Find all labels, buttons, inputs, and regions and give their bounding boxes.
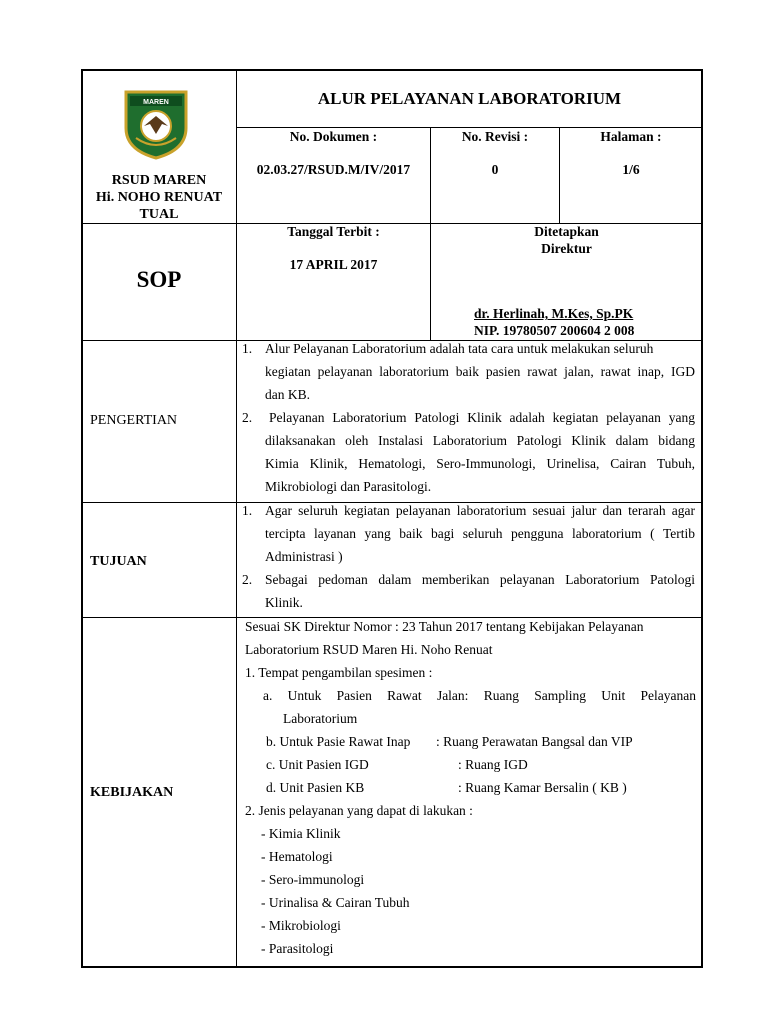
kebijakan-intro-line1: Sesuai SK Direktur Nomor : 23 Tahun 2017 tentang Kebijakan Pelayanan [245, 619, 644, 634]
pengertian-num-2: 2. [242, 410, 253, 425]
kebijakan-heading-2: 2. Jenis pelayanan yang dapat di lakukan : [245, 803, 473, 818]
row-divider-tujuan [82, 617, 702, 618]
kebijakan-intro-line2: Laboratorium RSUD Maren Hi. Noho Renuat [245, 642, 493, 657]
tanggal-terbit-value: 17 APRIL 2017 [289, 257, 378, 272]
no-dokumen-value: 02.03.27/RSUD.M/IV/2017 [256, 162, 411, 177]
kebijakan-item-b-right: : Ruang Perawatan Bangsal dan VIP [436, 734, 633, 749]
kebijakan-item-d-right: : Ruang Kamar Bersalin ( KB ) [458, 780, 627, 795]
halaman-label: Halaman : [600, 129, 662, 144]
logo-text: MAREN [143, 99, 169, 106]
kebijakan-item-a-line1: a. Untuk Pasien Rawat Jalan: Ruang Sampling Unit Pelayanan [263, 688, 696, 703]
tujuan-p1-line3: Administrasi ) [265, 549, 343, 564]
halaman-value: 1/6 [622, 162, 640, 177]
pengertian-p1-line2: kegiatan pelayanan laboratorium baik pasien rawat jalan, rawat inap, IGD [265, 364, 695, 379]
tujuan-p1-line1: Agar seluruh kegiatan pelayanan laboratorium sesuai jalur dan terarah agar [265, 503, 695, 518]
signer-nip: NIP. 19780507 200604 2 008 [474, 323, 635, 338]
tujuan-p1-line2: tercipta layanan yang baik bagi seluruh pengguna laboratorium ( Tertib [265, 526, 695, 541]
no-dokumen-label: No. Dokumen : [289, 129, 378, 144]
kebijakan-list-item: - Mikrobiologi [261, 918, 341, 933]
document-title: ALUR PELAYANAN LABORATORIUM [317, 89, 622, 108]
pengertian-p2-line1: Pelayanan Laboratorium Patologi Klinik adalah kegiatan pelayanan yang [269, 410, 695, 425]
pengertian-p2-line2: dilaksanakan oleh Instalasi Laboratorium Patologi Klinik dalam bidang [265, 433, 695, 448]
kebijakan-label: KEBIJAKAN [90, 785, 174, 800]
kebijakan-list-item: - Sero-immunologi [261, 872, 365, 887]
kebijakan-item-a-line2: Laboratorium [283, 711, 358, 726]
row-divider-title [236, 127, 702, 128]
kebijakan-heading-1: 1. Tempat pengambilan spesimen : [245, 665, 433, 680]
tujuan-label: TUJUAN [90, 554, 147, 569]
tujuan-num-1: 1. [242, 503, 253, 518]
kebijakan-item-c-right: : Ruang IGD [458, 757, 528, 772]
pengertian-p1-line1: Alur Pelayanan Laboratorium adalah tata cara untuk melakukan seluruh [265, 341, 654, 356]
no-revisi-label: No. Revisi : [461, 129, 529, 144]
pengertian-p2-line3: Kimia Klinik, Hematologi, Sero-Immunologi, Urinelisa, Cairan Tubuh, [265, 456, 695, 471]
direktur-label: Direktur [541, 241, 592, 256]
kebijakan-list-item: - Urinalisa & Cairan Tubuh [261, 895, 410, 910]
pengertian-p1-line3: dan KB. [265, 387, 310, 402]
pengertian-label: PENGERTIAN [90, 413, 178, 428]
ditetapkan-label: Ditetapkan [534, 224, 599, 239]
col-divider-left [236, 70, 237, 967]
kebijakan-list-item: - Hematologi [261, 849, 333, 864]
sop-label: SOP [136, 267, 182, 292]
pengertian-num-1: 1. [242, 341, 253, 356]
signer-name: dr. Herlinah, M.Kes, Sp.PK [474, 306, 634, 321]
pengertian-p2-line4: Mikrobiologi dan Parasitologi. [265, 479, 432, 494]
kebijakan-item-b-left: b. Untuk Pasie Rawat Inap [266, 734, 411, 749]
tanggal-terbit-label: Tanggal Terbit : [287, 224, 380, 239]
hospital-name-line3: TUAL [139, 207, 179, 222]
kebijakan-item-c-left: c. Unit Pasien IGD [266, 757, 369, 772]
tujuan-num-2: 2. [242, 572, 253, 587]
kebijakan-list-item: - Kimia Klinik [261, 826, 341, 841]
tujuan-p2-line1: Sebagai pedoman dalam memberikan pelayanan Laboratorium Patologi [265, 572, 695, 587]
no-revisi-value: 0 [491, 162, 499, 177]
kebijakan-item-d-left: d. Unit Pasien KB [266, 780, 365, 795]
kebijakan-list-item: - Parasitologi [261, 941, 334, 956]
tujuan-p2-line2: Klinik. [265, 595, 303, 610]
hospital-name-line1: RSUD MAREN [111, 173, 207, 188]
hospital-name-line2: Hi. NOHO RENUAT [95, 190, 223, 205]
hospital-name [82, 172, 236, 223]
hospital-logo [124, 88, 188, 160]
